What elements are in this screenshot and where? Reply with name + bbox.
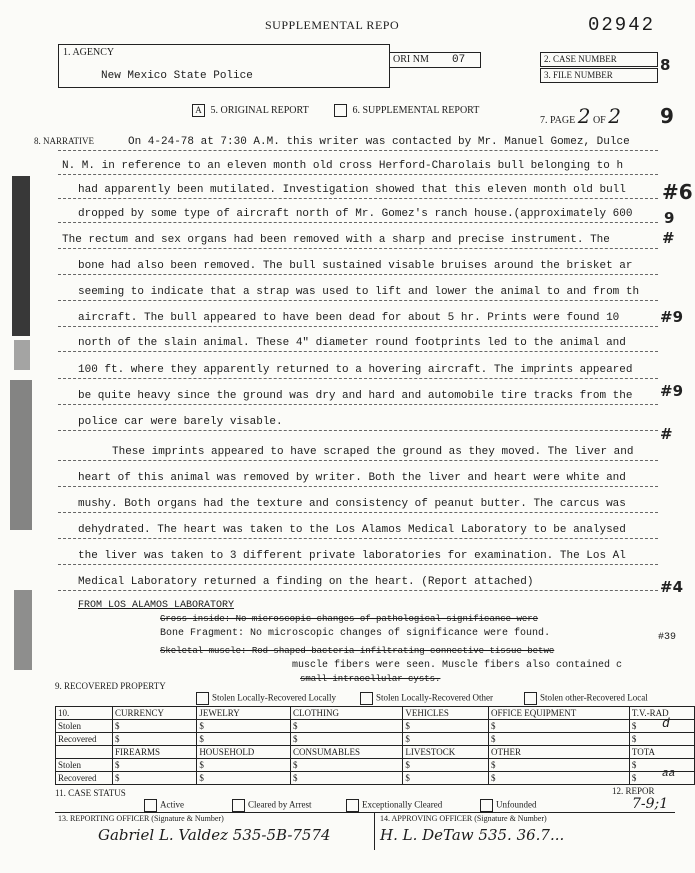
case-status-label: 11. CASE STATUS (55, 788, 126, 798)
table-header-row (56, 746, 695, 759)
cell: $ (197, 733, 291, 746)
narrative-line: the liver was taken to 3 different private laboratories for examination. The Los Al (78, 550, 626, 562)
agency-value: New Mexico State Police (101, 70, 253, 82)
row-label: Stolen (56, 720, 113, 733)
page-indicator (540, 104, 621, 128)
narrative-line: dropped by some type of aircraft north of Mr. Gomez's ranch house.(approximately 600 (78, 208, 633, 220)
form-rule (58, 326, 658, 327)
narrative-line: These imprints appeared to have scraped the ground as they moved. The liver and (112, 446, 634, 458)
supplemental-report-label: 6. SUPPLEMENTAL REPORT (352, 104, 480, 116)
margin-mark: # (660, 425, 673, 443)
form-rule (58, 404, 658, 405)
narrative-line: police car were barely visable. (78, 416, 283, 428)
reporting-officer-signature: Gabriel L. Valdez 535-5B-7574 (98, 826, 331, 844)
table-row (56, 772, 695, 785)
page-total: 2 (608, 104, 621, 128)
margin-mark: #9 (660, 308, 684, 326)
margin-mark: 9 (660, 104, 674, 128)
margin-mark: #4 (660, 578, 684, 596)
narrative-line: FROM LOS ALAMOS LABORATORY (78, 600, 235, 611)
margin-mark: 9 (664, 209, 675, 227)
checkbox-icon (232, 799, 245, 812)
property-option-3: Stolen other-Recovered Local (524, 692, 648, 705)
binding-shadow (14, 340, 30, 370)
narrative-line: dehydrated. The heart was taken to the Los Alamos Medical Laboratory to be analysed (78, 524, 626, 536)
column-header: T.V.-RAD (629, 707, 694, 720)
form-rule (58, 222, 658, 223)
original-report-label: 5. ORIGINAL REPORT (210, 104, 309, 116)
cell: $ (113, 772, 197, 785)
narrative-line: Medical Laboratory returned a finding on the heart. (Report attached) (78, 576, 534, 588)
form-rule (58, 538, 658, 539)
property-option-1: Stolen Locally-Recovered Locally (196, 692, 336, 705)
cell: $ (489, 720, 630, 733)
narrative-line: mushy. Both organs had the texture and consistency of peanut butter. The carcus was (78, 498, 626, 510)
cell: $ (489, 772, 630, 785)
ori-value: 07 (452, 54, 466, 66)
cell (56, 746, 113, 759)
divider (374, 812, 375, 850)
binding-shadow (12, 176, 30, 336)
page-number: 2 (577, 104, 591, 128)
column-header: CLOTHING (290, 707, 402, 720)
cell: $ (290, 720, 402, 733)
margin-mark: #9 (660, 382, 684, 400)
cell: $ (113, 720, 197, 733)
form-rule (58, 351, 658, 352)
column-header: CONSUMABLES (290, 746, 402, 759)
column-header: CURRENCY (113, 707, 197, 720)
column-header: LIVESTOCK (403, 746, 489, 759)
cell: $ (403, 759, 489, 772)
file-number-box (540, 68, 658, 83)
cell: $ (113, 733, 197, 746)
case-number-label: 2. CASE NUMBER (544, 54, 617, 64)
reporting-officer-label: 13. REPORTING OFFICER (Signature & Number) (58, 814, 224, 823)
row-label: Recovered (56, 733, 113, 746)
table-row (56, 733, 695, 746)
table-row (56, 759, 695, 772)
narrative-line: Gross inside: No microscopic changes of pathological significance were (160, 614, 539, 624)
ori-box (389, 52, 481, 68)
form-rule (58, 460, 658, 461)
cell: $ (403, 772, 489, 785)
cell: $ (197, 759, 291, 772)
table-header-row (56, 707, 695, 720)
row-number-label: 10. (56, 707, 113, 720)
margin-mark: #6 (662, 180, 693, 204)
cell: $ (290, 759, 402, 772)
cell: $ (489, 759, 630, 772)
document-number: 02942 (588, 14, 656, 36)
divider (55, 812, 675, 813)
recovered-property-label: 9. RECOVERED PROPERTY (55, 681, 166, 691)
row-label: Stolen (56, 759, 113, 772)
form-rule (58, 378, 658, 379)
narrative-line: seeming to indicate that a strap was used to lift and lower the animal to and from th (78, 286, 640, 298)
cell: $ (403, 733, 489, 746)
narrative-line: The rectum and sex organs had been removed with a sharp and precise instrument. The (62, 234, 610, 246)
form-rule (58, 486, 658, 487)
status-cleared-arrest: Cleared by Arrest (232, 799, 311, 812)
agency-label: 1. AGENCY (63, 47, 115, 58)
checkbox-icon (346, 799, 359, 812)
narrative-line: bone had also been removed. The bull sustained visable bruises around the brisket ar (78, 260, 633, 272)
cell: $ (629, 733, 694, 746)
row-label: Recovered (56, 772, 113, 785)
cell: $ (290, 733, 402, 746)
margin-mark: 8 (660, 56, 671, 74)
status-unfounded: Unfounded (480, 799, 537, 812)
checkbox-icon (524, 692, 537, 705)
form-rule (58, 512, 658, 513)
binding-shadow (14, 590, 32, 670)
narrative-line: Skeletal muscle: Rod shaped bacteria infiltrating connective tissue betwe (160, 646, 555, 656)
checkbox-icon (360, 692, 373, 705)
checkbox-icon (144, 799, 157, 812)
cell: $ (290, 772, 402, 785)
original-report-checkbox: A (192, 104, 205, 117)
cell: $ (197, 720, 291, 733)
narrative-line: On 4-24-78 at 7:30 A.M. this writer was contacted by Mr. Manuel Gomez, Dulce (128, 136, 630, 148)
property-option-2: Stolen Locally-Recovered Other (360, 692, 493, 705)
cell: $ (403, 720, 489, 733)
form-rule (58, 300, 658, 301)
narrative-line: north of the slain animal. These 4" diameter round footprints led to the animal and (78, 337, 626, 349)
narrative-line: 100 ft. where they apparently returned to a hovering aircraft. The imprints appeared (78, 364, 633, 376)
page-of-label: OF (592, 115, 606, 126)
supplemental-report (334, 104, 479, 117)
cell: $ (629, 720, 694, 733)
form-rule (58, 150, 658, 151)
narrative-line: aircraft. The bull appeared to have been dead for about 5 hr. Prints were found 10 (78, 312, 620, 324)
form-title: SUPPLEMENTAL REPO (265, 18, 400, 32)
checkbox-icon (196, 692, 209, 705)
narrative-line: had apparently been mutilated. Investigation showed that this eleven month old bull (78, 184, 626, 196)
table-row (56, 720, 695, 733)
margin-mark: d (662, 716, 670, 731)
margin-mark: aa (662, 768, 676, 780)
cell: $ (629, 759, 694, 772)
original-report (192, 104, 309, 117)
narrative-line: muscle fibers were seen. Muscle fibers also contained c (292, 660, 623, 671)
margin-mark: # (662, 229, 675, 247)
narrative-line: N. M. in reference to an eleven month old cross Herford-Charolais bull belonging to h (62, 160, 624, 172)
status-active: Active (144, 799, 184, 812)
status-exceptionally-cleared: Exceptionally Cleared (346, 799, 442, 812)
column-header: TOTA (629, 746, 694, 759)
form-rule (58, 248, 658, 249)
cell: $ (629, 772, 694, 785)
column-header: OFFICE EQUIPMENT (489, 707, 630, 720)
cell: $ (489, 733, 630, 746)
file-number-label: 3. FILE NUMBER (544, 70, 613, 80)
column-header: FIREARMS (113, 746, 197, 759)
cell: $ (113, 759, 197, 772)
column-header: JEWELRY (197, 707, 291, 720)
narrative-line: Bone Fragment: No microscopic changes of significance were found. (160, 628, 551, 639)
form-rule (58, 564, 658, 565)
report-date-label: 12. REPOR (612, 786, 655, 796)
narrative-label: 8. NARRATIVE (34, 136, 94, 146)
form-rule (58, 590, 658, 591)
ori-label: ORI NM (393, 54, 429, 65)
report-date-value: 7-9;1 (632, 796, 669, 812)
narrative-line: be quite heavy since the ground was dry and hard and automobile tire tracks from the (78, 390, 633, 402)
narrative-line: small intracellular cysts. (300, 674, 441, 684)
supplemental-report-checkbox (334, 104, 347, 117)
case-number-box (540, 52, 658, 67)
cell: $ (197, 772, 291, 785)
form-rule (58, 274, 658, 275)
checkbox-icon (480, 799, 493, 812)
column-header: HOUSEHOLD (197, 746, 291, 759)
property-table (55, 706, 695, 785)
form-rule (58, 174, 658, 175)
narrative-line: heart of this animal was removed by writer. Both the liver and heart were white and (78, 472, 626, 484)
approving-officer-signature: H. L. DeTaw 535. 36.7... (380, 826, 565, 844)
approving-officer-label: 14. APPROVING OFFICER (Signature & Number) (380, 814, 547, 823)
form-rule (58, 198, 658, 199)
form-rule (58, 430, 658, 431)
column-header: OTHER (489, 746, 630, 759)
page-label: 7. PAGE (540, 115, 576, 126)
margin-mark: #39 (658, 632, 677, 643)
agency-box (58, 44, 390, 88)
column-header: VEHICLES (403, 707, 489, 720)
binding-shadow (10, 380, 32, 530)
